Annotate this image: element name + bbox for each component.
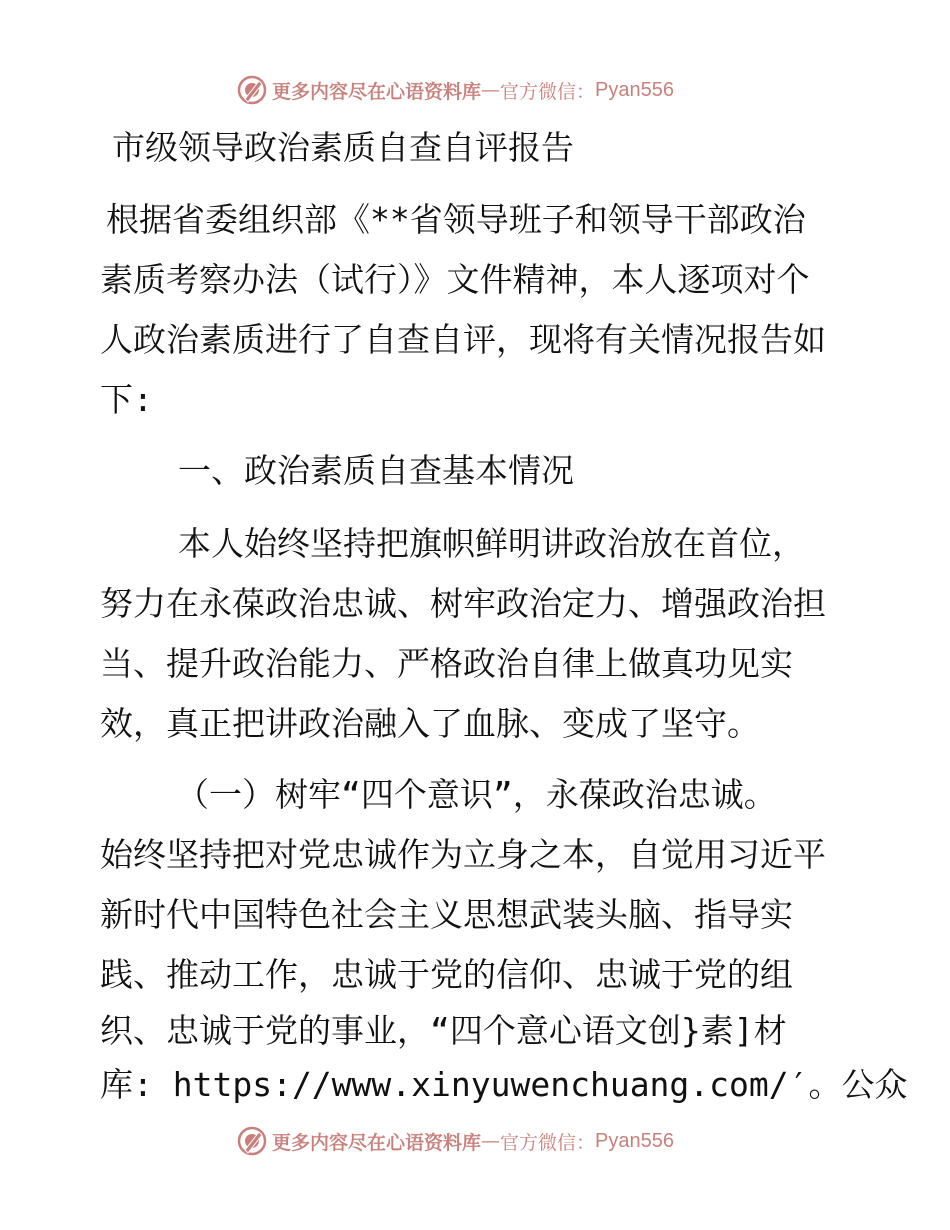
intro-line-2: 素质考察办法（试行）》文件精神，本人逐项对个 <box>100 260 810 299</box>
subsection-1-line-4: 践、推动工作，忠诚于党的信仰、忠诚于党的组 <box>100 955 793 994</box>
subsection-1-line-2: 始终坚持把对党忠诚作为立身之本，自觉用习近平 <box>100 835 826 874</box>
watermark-wechat-label: 官方微信： <box>500 80 596 103</box>
watermark-main-text: 更多内容尽在心语资料库 <box>272 80 482 103</box>
watermark-banner-top <box>236 73 674 107</box>
section-1-line-4: 效，真正把讲政治融入了血脉、变成了坚守。 <box>100 704 760 743</box>
document-title: 市级领导政治素质自查自评报告 <box>112 128 574 167</box>
watermark-banner-bottom <box>236 1124 674 1158</box>
subsection-1-line-5: 织、忠诚于党的事业，“四个意心语文创}素]材 <box>100 1011 787 1050</box>
pen-logo-icon <box>236 1125 268 1157</box>
intro-line-1: 根据省委组织部《**省领导班子和领导干部政治 <box>106 200 806 239</box>
intro-line-3: 人政治素质进行了自查自评，现将有关情况报告如 <box>100 320 826 359</box>
section-1-line-2: 努力在永葆政治忠诚、树牢政治定力、增强政治担 <box>100 584 826 623</box>
subsection-1-line-6: 库: https://www.xinyuwenchuang.com/′。公众 <box>100 1065 908 1104</box>
intro-line-4: 下: <box>100 380 153 419</box>
watermark-dash: — <box>481 1130 501 1152</box>
section-1-line-3: 当、提升政治能力、严格政治自律上做真功见实 <box>100 644 793 683</box>
watermark-wechat-label: 官方微信： <box>500 1131 596 1154</box>
watermark-main-text: 更多内容尽在心语资料库 <box>272 1131 482 1154</box>
section-heading: 一、政治素质自查基本情况 <box>178 451 574 490</box>
section-1-line-1: 本人始终坚持把旗帜鲜明讲政治放在首位， <box>178 524 805 563</box>
subsection-1-line-3: 新时代中国特色社会主义思想武装头脑、指导实 <box>100 895 793 934</box>
watermark-dash: — <box>481 79 501 101</box>
watermark-wechat-id: Pyan556 <box>595 1129 674 1152</box>
subsection-1-line-1: （一）树牢“四个意识”，永葆政治忠诚。 <box>176 775 777 814</box>
watermark-wechat-id: Pyan556 <box>595 78 674 101</box>
pen-logo-icon <box>236 74 268 106</box>
